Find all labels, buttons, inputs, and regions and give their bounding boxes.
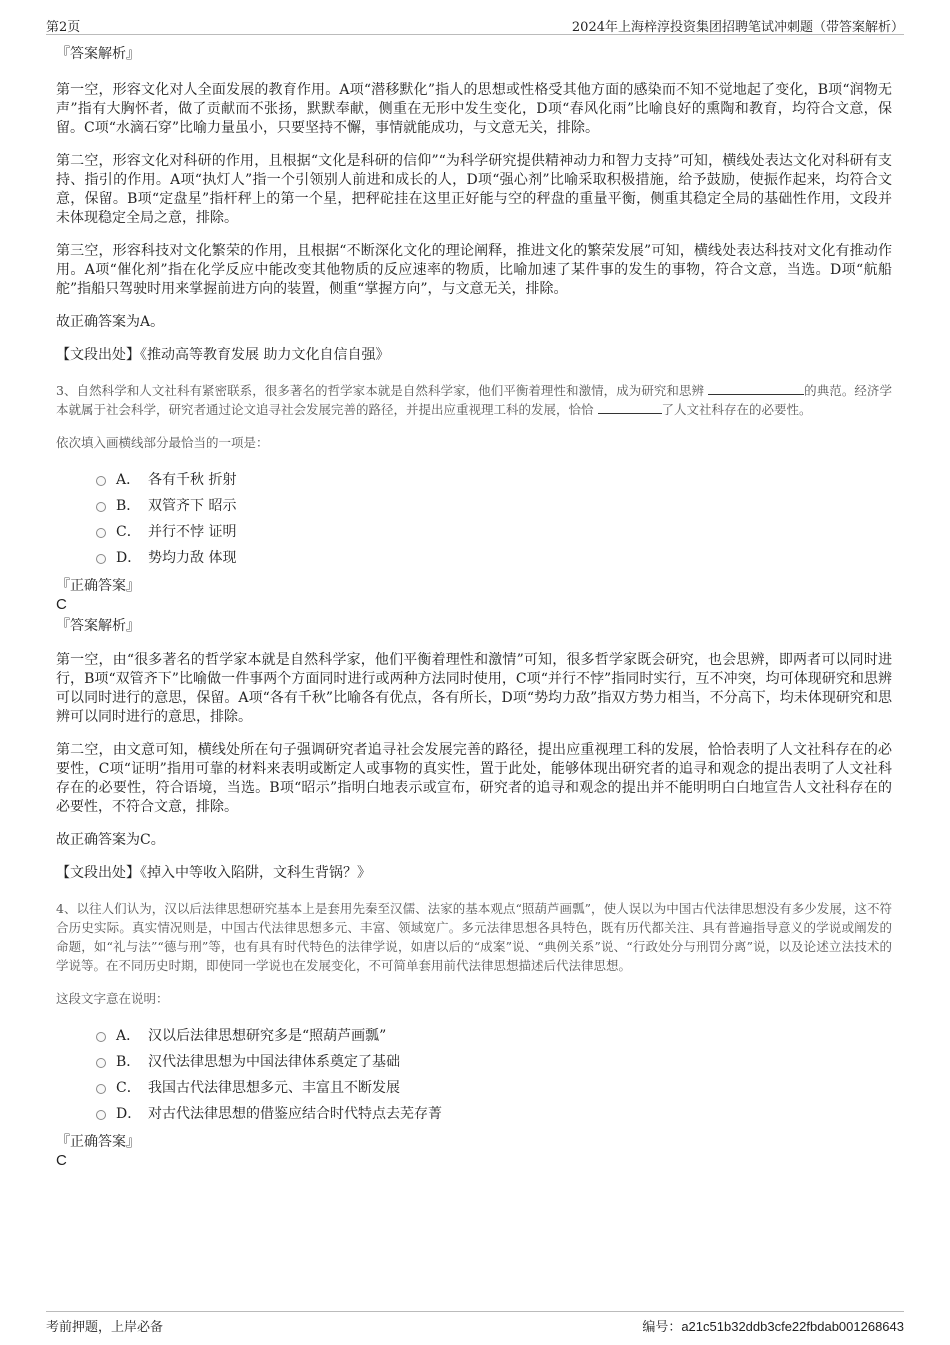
option-letter: C． [116,1080,141,1096]
question-4-prompt: 这段文字意在说明： [56,991,169,1006]
option-a[interactable] [56,1022,892,1048]
radio-icon[interactable] [96,502,106,512]
question-3-text-part-1: 3、自然科学和人文社科有紧密联系，很多著名的哲学家本就是自然科学家，他们平衡着理性和激情，成为研究和思辨 [56,383,705,398]
analysis-paragraph-2: 第二空，形容文化对科研的作用，且根据“文化是科研的信仰”“为科学研究提供精神动力和智力支持”可知，横线处表达文化对科研有支持、指引的作用。A项“执灯人”指一个引领别人前进和成长的人，D项“强心剂”比喻采取积极措施，给予鼓励，使振作起来，均符合文意，保留。B项“定盘星”指杆秤上的第一个星，把秤砣挂在这里正好能与空的秤盘的重量平衡，侧重其稳定全局的基础性作用，文段并未体现稳定全局之意，排除。 [56,153,892,226]
question-3-prompt: 依次填入画横线部分最恰当的一项是： [56,435,269,450]
option-c[interactable] [56,518,892,544]
radio-icon[interactable] [96,476,106,486]
option-d[interactable] [56,544,892,570]
correct-answer-label: 『正确答案』 [56,578,140,594]
option-text: 汉代法律思想为中国法律体系奠定了基础 [148,1054,400,1070]
correct-answer: C [56,596,67,613]
option-text: 对古代法律思想的借鉴应结合时代特点去芜存菁 [148,1106,442,1122]
question-3-text [56,381,892,419]
document-code-value: a21c51b32ddb3cfe22fbdab001268643 [681,1319,904,1334]
option-text: 并行不悖 证明 [148,524,237,540]
document-title: 2024年上海梓淳投资集团招聘笔试冲刺题（带答案解析） [571,20,904,35]
option-text: 汉以后法律思想研究多是“照葫芦画瓢” [148,1028,387,1044]
option-letter: B． [116,1054,141,1070]
option-text: 势均力敌 体现 [148,550,237,566]
analysis-label: 『答案解析』 [56,46,140,62]
analysis-label: 『答案解析』 [56,618,140,634]
footer-slogan: 考前押题，上岸必备 [46,1320,164,1335]
radio-icon[interactable] [96,1058,106,1068]
option-letter: D． [116,550,142,566]
analysis-conclusion: 故正确答案为C。 [56,832,165,848]
option-b[interactable] [56,1048,892,1074]
document-code [642,1316,904,1335]
option-letter: C． [116,524,141,540]
analysis-paragraph-1: 第一空，形容文化对人全面发展的教育作用。A项“潜移默化”指人的思想或性格受其他方面的感染而不知不觉地起了变化，B项“润物无声”指有大胸怀者，做了贡献而不张扬，默默奉献，侧重在无形中发生变化，D项“春风化雨”比喻良好的熏陶和教育，均符合文意，保留。C项“水滴石穿”比喻力量虽小，只要坚持不懈，事情就能成功，与文意无关，排除。 [56,82,892,136]
fill-blank-2 [598,400,662,414]
page-number: 第2页 [46,20,81,35]
option-text: 双管齐下 昭示 [148,498,237,514]
question-3-text-part-2: 的典范。经济学本就属于社会科学，研究者通过论文追寻社会发展完善的路径，并提出应重视理工科的发展，恰恰 [56,383,892,417]
radio-icon[interactable] [96,528,106,538]
radio-icon[interactable] [96,1032,106,1042]
question-4-text: 4、以往人们认为，汉以后法律思想研究基本上是套用先秦至汉儒、法家的基本观点“照葫芦画瓢”，使人误以为中国古代法律思想没有多少发展，这不符合历史实际。真实情况则是，中国古代法律思想多元、丰富、领域宽广。多元法律思想各具特色，既有历代都关注、具有普遍指导意义的学说或阐发的命题，如“礼与法”“德与刑”等，也有具有时代特色的法律学说，如唐以后的“成案”说、“典例关系”说、“行政处分与刑罚分离”说，以及论述立法技术的学说等。在不同历史时期，即使同一学说也在发展变化，不可简单套用前代法律思想描述后代法律思想。 [56,901,892,973]
option-a[interactable] [56,466,892,492]
correct-answer: C [56,1152,67,1169]
analysis-paragraph-2: 第二空，由文意可知，横线处所在句子强调研究者追寻社会发展完善的路径，提出应重视理工科的发展，恰恰表明了人文社科存在的必要性，C项“证明”指用可靠的材料来表明或断定人或事物的真实性，置于此处，能够体现出研究者的追寻和观念的提出表明了人文社科存在的必要性，符合语境，当选。B项“昭示”指明白地表示或宣布，研究者的追寻和观念的提出并不能明明白白地宣告人文社科存在的必要性，不符合文意，排除。 [56,742,892,815]
analysis-paragraph-3: 第三空，形容科技对文化繁荣的作用，且根据“不断深化文化的理论阐释，推进文化的繁荣发展”可知，横线处表达科技对文化有推动作用。A项“催化剂”指在化学反应中能改变其他物质的反应速率的物质，比喻加速了某件事的发生的事物，符合文意，当选。D项“航船舵”指船只驾驶时用来掌握前进方向的装置，侧重“掌握方向”，与文意无关，排除。 [56,243,892,297]
radio-icon[interactable] [96,1110,106,1120]
option-letter: D． [116,1106,142,1122]
page-footer [46,1311,904,1336]
option-c[interactable] [56,1074,892,1100]
option-text: 我国古代法律思想多元、丰富且不断发展 [148,1080,400,1096]
option-letter: A． [116,1028,141,1044]
question-3-options [56,466,892,570]
option-d[interactable] [56,1100,892,1126]
source-citation: 【文段出处】《推动高等教育发展 助力文化自信自强》 [56,347,390,363]
correct-answer-label: 『正确答案』 [56,1134,140,1150]
radio-icon[interactable] [96,554,106,564]
page-header [46,14,904,35]
analysis-paragraph-1: 第一空，由“很多著名的哲学家本就是自然科学家，他们平衡着理性和激情”可知，很多哲学家既会研究，也会思辨，即两者可以同时进行，B项“双管齐下”比喻做一件事两个方面同时进行或两种方法同时使用，C项“并行不悖”指同时实行，互不冲突，均可体现研究和思辨可以同时进行的意思，保留。A项“各有千秋”比喻各有优点，各有所长，D项“势均力敌”指双方势力相当，不分高下，均未体现研究和思辨可以同时进行的意思，排除。 [56,652,892,725]
page-content [56,44,892,1170]
fill-blank-1 [708,381,804,395]
question-3-text-part-3: 了人文社科存在的必要性。 [661,402,812,417]
option-letter: A． [116,472,141,488]
option-b[interactable] [56,492,892,518]
option-letter: B． [116,498,141,514]
radio-icon[interactable] [96,1084,106,1094]
analysis-conclusion: 故正确答案为A。 [56,314,165,330]
document-code-label: 编号： [642,1320,682,1335]
option-text: 各有千秋 折射 [148,472,237,488]
question-4-options [56,1022,892,1126]
source-citation: 【文段出处】《掉入中等收入陷阱，文科生背锅？》 [56,865,371,881]
